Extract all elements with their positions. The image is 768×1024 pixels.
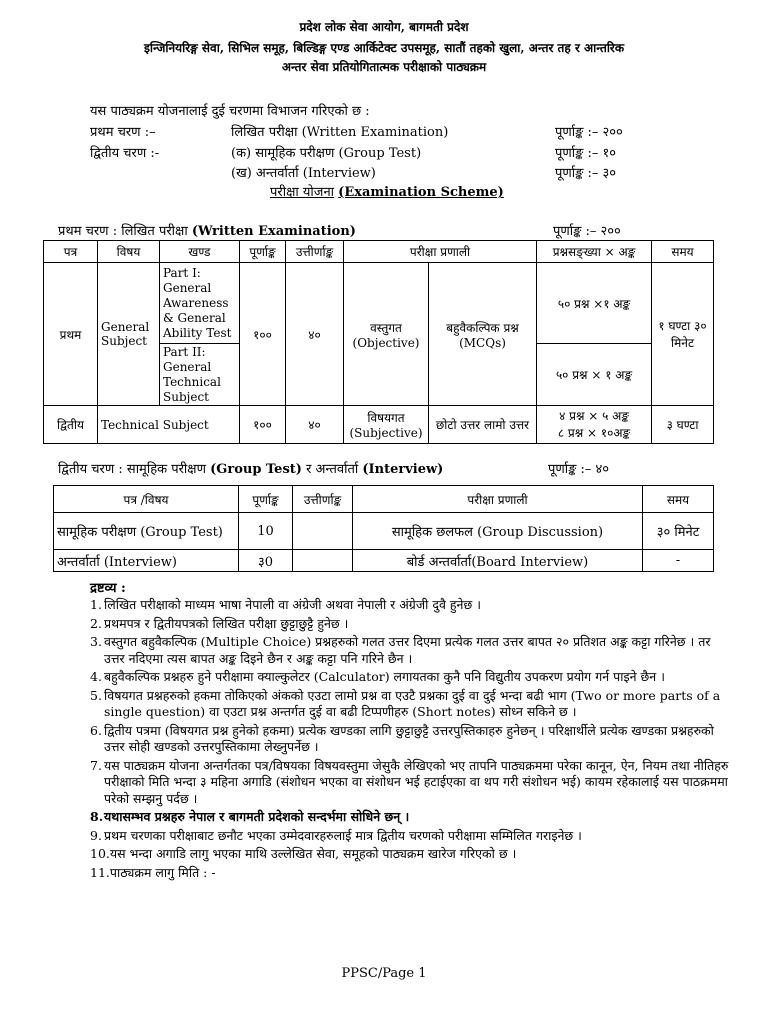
th2-time: समय: [643, 486, 714, 513]
interview-subject: अन्तर्वार्ता (Interview): [54, 550, 239, 572]
stage1-table: [43, 240, 714, 444]
note-number: 10.: [90, 846, 110, 861]
intro-text: यस पाठ्यक्रम योजनालाई दुई चरणमा विभाजन गरिएको छ :: [90, 104, 370, 119]
note-text: पाठ्यक्रम लागु मिति : -: [109, 864, 216, 880]
paper2-questions-1: ४ प्रश्न × ५ अङ्क: [559, 408, 629, 423]
paper1-full-marks: १००: [240, 263, 286, 406]
note-item: [90, 634, 730, 667]
paper2-pass-marks: ४०: [286, 406, 344, 444]
scheme-label: परीक्षा योजना: [270, 185, 335, 200]
paper2-name: द्वितीय: [44, 406, 98, 444]
th-section: खण्ड: [160, 241, 240, 263]
th-pass-marks: उत्तीर्णाङ्क: [286, 241, 344, 263]
stage2-title-mid: र अन्तर्वार्ता: [306, 462, 359, 477]
note-item: [90, 865, 730, 882]
note-text: प्रथम चरणका परीक्षाबाट छनौट भएका उम्मेदवारहरुलाई मात्र द्वितीय चरणको परीक्षामा सम्मिलित गराइनेछ ।: [104, 827, 582, 843]
paper1-type: बहुवैकल्पिक प्रश्न (MCQs): [429, 263, 537, 406]
interview-time: -: [643, 550, 714, 572]
stage1-title-np: प्रथम चरण : लिखित परीक्षा: [58, 224, 188, 239]
note-text: लिखित परीक्षाको माध्यम भाषा नेपाली वा अंग्रेजी अथवा नेपाली र अंग्रेजी दुवै हुनेछ ।: [104, 597, 481, 612]
page-footer: PPSC/Page 1: [341, 966, 427, 981]
th-exam-method: परीक्षा प्रणाली: [344, 241, 537, 263]
paper1-pass-marks: ४०: [286, 263, 344, 406]
note-number: 11.: [90, 864, 110, 880]
paper2-questions-2: ८ प्रश्न × १०अङ्क: [557, 425, 631, 440]
intro-marks-3: पूर्णाङ्क :– ३०: [555, 166, 617, 181]
note-item: [90, 616, 730, 633]
note-item: [90, 809, 730, 826]
th2-exam-method: परीक्षा प्रणाली: [353, 486, 643, 513]
note-number: 9.: [90, 827, 102, 843]
interview-pass: [293, 550, 353, 572]
paper1-name: प्रथम: [44, 263, 98, 406]
note-item: [90, 597, 730, 614]
intro-marks-1: पूर्णाङ्क :– २००: [555, 125, 623, 140]
paper2-time: ३ घण्टा: [652, 406, 714, 444]
note-item: [90, 688, 730, 721]
note-number: 8.: [90, 809, 104, 824]
paper2-method: विषयगत (Subjective): [344, 406, 429, 444]
note-item: [90, 846, 730, 863]
group-test-full: 10: [239, 513, 293, 550]
th-subject: विषय: [98, 241, 160, 263]
scheme-title: [270, 182, 504, 200]
paper1-questions-2: ५० प्रश्न × १ अङ्क: [537, 344, 652, 406]
intro-desc-1: लिखित परीक्षा (Written Examination): [231, 125, 449, 140]
th-paper: पत्र: [44, 241, 98, 263]
note-text: यथासम्भव प्रश्नहरु नेपाल र बागमती प्रदेशको सन्दर्भमा सोधिने छन् ।: [104, 809, 410, 824]
note-number: 4.: [90, 669, 102, 684]
stage2-title-np: द्वितीय चरण : सामूहिक परीक्षण: [58, 462, 207, 477]
paper2-full-marks: १००: [240, 406, 286, 444]
th2-pass-marks: उत्तीर्णाङ्क: [293, 486, 353, 513]
group-test-time: ३० मिनेट: [643, 513, 714, 550]
note-text: बहुवैकल्पिक प्रश्नहरु हुने परीक्षामा क्याल्कुलेटर (Calculator) लगायतका कुनै पनि विद्युतीय उपकरण प्रयोग गर्न पाइने छैन ।: [104, 669, 665, 684]
paper1-questions-1: ५० प्रश्न ×१ अङ्क: [537, 263, 652, 344]
paper1-method: वस्तुगत (Objective): [344, 263, 429, 406]
intro-desc-3: (ख) अन्तर्वार्ता (Interview): [231, 166, 376, 181]
stage1-marks: पूर्णाङ्क :– २००: [553, 224, 621, 239]
paper1-time: १ घण्टा ३० मिनेट: [652, 263, 714, 406]
stage2-marks: पूर्णाङ्क :– ४०: [548, 462, 610, 477]
interview-method: बोर्ड अन्तर्वार्ता(Board Interview): [353, 550, 643, 572]
intro-marks-2: पूर्णाङ्क :– १०: [555, 146, 617, 161]
intro-stage-1: प्रथम चरण :–: [90, 125, 156, 140]
th-question-marks: प्रश्नसङ्ख्या × अङ्क: [537, 241, 652, 263]
intro-stage-2: द्वितीय चरण :-: [90, 146, 160, 161]
paper2-type: छोटो उत्तर लामो उत्तर: [429, 406, 537, 444]
note-number: 3.: [90, 634, 102, 649]
interview-full: ३0: [239, 550, 293, 572]
note-text: प्रथमपत्र र द्वितीयपत्रको लिखित परीक्षा छुट्टाछुट्टै हुनेछ ।: [104, 615, 349, 631]
note-item: [90, 828, 730, 845]
scheme-label-en: (Examination Scheme): [338, 185, 504, 200]
stage2-title-en2: (Interview): [362, 462, 444, 477]
note-text: यस पाठ्यक्रम योजना अन्तर्गतका पत्र/विषयका विषयवस्तुमा जेसुकै लेखिएको भए तापनि पाठ्यक्रममा परेका कानून, ऐन, नियम तथा नीतिहरु परीक्षाको मिति भन्दा ३ महिना अगाडि (संशोधन भएका वा संशोधन भई हटाईएका वा थप गरी संशोधन भई) कायम रहेकालाई यस पाठक्रममा परेको सम्झनु पर्दछ ।: [104, 757, 729, 806]
note-item: [90, 723, 730, 756]
note-number: 2.: [90, 615, 102, 631]
notes-title: द्रष्टव्य :: [90, 581, 126, 596]
note-text: द्वितीय पत्रमा (विषयगत प्रश्न हुनेको हकमा) प्रत्येक खण्डका लागि छुट्टाछुट्टै उत्तरपुस्तिकाहरु हुनेछन् । परिक्षार्थीले प्रत्येक खण्डका प्रश्नहरुको उत्तर सोही खण्डको उत्तरपुस्तिकामा लेख्नुपर्नेछ ।: [104, 722, 714, 754]
header-line-3: अन्तर सेवा प्रतियोगितात्मक परीक्षाको पाठ्यक्रम: [281, 60, 487, 74]
note-number: 5.: [90, 687, 102, 703]
th-full-marks: पूर्णाङ्क: [240, 241, 286, 263]
th-time: समय: [652, 241, 714, 263]
note-number: 7.: [90, 757, 102, 773]
th2-full-marks: पूर्णाङ्क: [239, 486, 293, 513]
paper1-part2: Part II: General Technical Subject: [160, 344, 240, 406]
paper1-subject: General Subject: [98, 263, 160, 406]
note-item: [90, 669, 730, 686]
stage1-title-en: (Written Examination): [191, 224, 356, 239]
note-number: 1.: [90, 597, 102, 612]
stage2-table: [53, 485, 714, 572]
paper2-subject: Technical Subject: [98, 406, 240, 444]
note-text: विषयगत प्रश्नहरुको हकमा तोकिएको अंकको एउटा लामो प्रश्न वा एउटै प्रश्नका दुई वा दुई भन्दा बढी भाग (Two or more parts of a single question) वा एउटा प्रश्न अन्तर्गत दुई वा बढी टिप्पणीहरु (Short notes) सोध्न सकिने छ ।: [104, 687, 721, 719]
stage2-title-en1: (Group Test): [210, 462, 302, 477]
stage1-heading: [58, 221, 356, 239]
group-test-subject: सामूहिक परीक्षण (Group Test): [54, 513, 239, 550]
th2-subject: पत्र /विषय: [54, 486, 239, 513]
notes-list: [90, 597, 730, 883]
paper1-part1: Part I: General Awareness & General Ability Test: [160, 263, 240, 344]
note-number: 6.: [90, 722, 102, 738]
stage2-heading: [58, 459, 443, 477]
note-text: वस्तुगत बहुवैकल्पिक (Multiple Choice) प्रश्नहरुको गलत उत्तर दिएमा प्रत्येक गलत उत्तर बापत २० प्रतिशत अङ्क कट्टा गरिनेछ । तर उत्तर नदिएमा त्यस बापत अङ्क दिइने छैन र अङ्क कट्टा पनि गरिने छैन ।: [104, 634, 711, 666]
group-test-method: सामूहिक छलफल (Group Discussion): [353, 513, 643, 550]
paper2-questions: [537, 406, 652, 444]
header-line-1: प्रदेश लोक सेवा आयोग, बागमती प्रदेश: [299, 20, 469, 34]
intro-desc-2: (क) सामूहिक परीक्षण (Group Test): [231, 146, 422, 161]
note-text: यस भन्दा अगाडि लागु भएका माथि उल्लेखित सेवा, समूहको पाठ्यक्रम खारेज गरिएको छ ।: [109, 846, 517, 861]
note-item: [90, 758, 730, 808]
group-test-pass: [293, 513, 353, 550]
header-line-2: इन्जिनियरिङ्ग सेवा, सिभिल समूह, बिल्डिङ्ग एण्ड आर्किटेक्ट उपसमूह, सातौं तहको खुला, अन्तर तह र आन्तरिक: [143, 41, 625, 55]
